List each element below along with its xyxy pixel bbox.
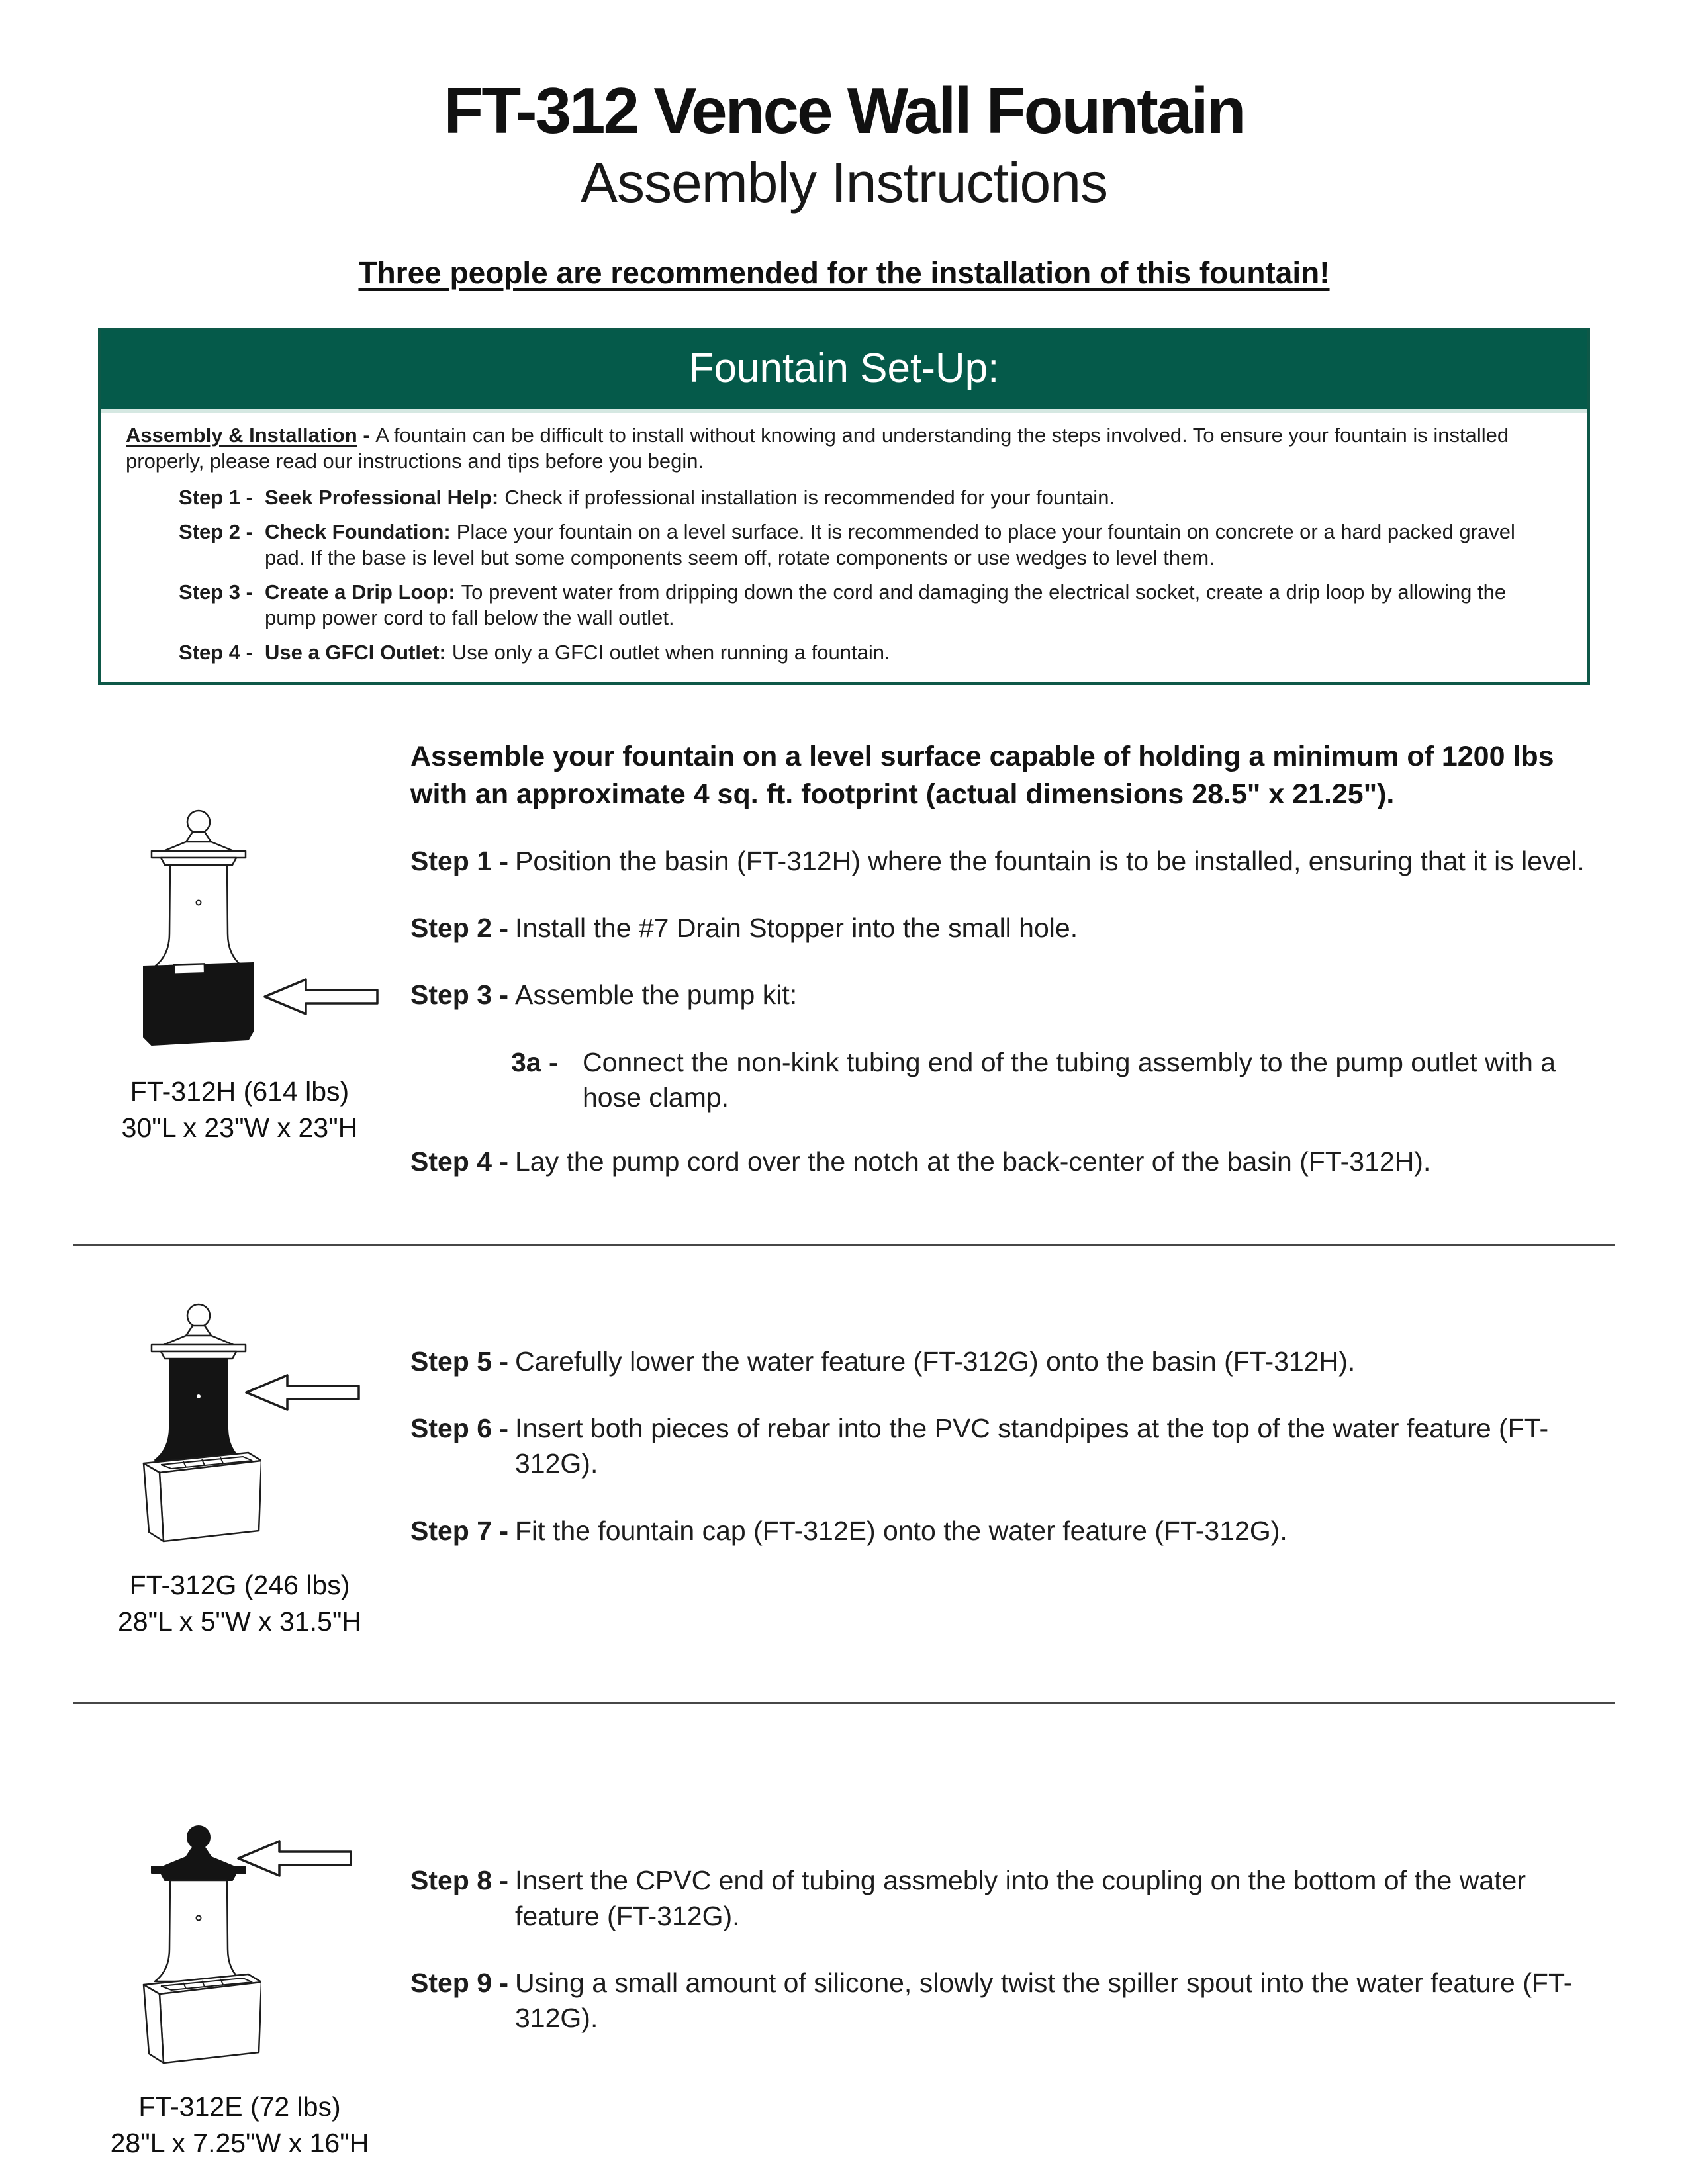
assembly-step-7 xyxy=(410,1514,1589,1549)
setup-step-3 xyxy=(179,579,1561,631)
arrow-left-icon xyxy=(263,978,380,1016)
fountain-figure-ft-312g xyxy=(86,1300,410,1555)
step-label: Step 5 - xyxy=(410,1345,509,1377)
setup-step-text: Check if professional installation is recommended for your fountain. xyxy=(504,486,1115,510)
step-text: Position the basin (FT-312H) where the fountain is to be installed, ensuring that it is level. xyxy=(515,845,1585,876)
step-label: Step 4 - xyxy=(410,1146,509,1177)
caption-dimensions: 28"L x 7.25"W x 16"H xyxy=(110,2128,369,2159)
setup-intro-text: A fountain can be difficult to install without knowing and understanding the steps involved. To ensure your fountain is installed properly, please read our instructions and tips before you begin. xyxy=(126,423,1509,473)
setup-step-label: Step 1 - xyxy=(179,486,253,510)
assembly-main xyxy=(86,738,1589,2161)
section-divider xyxy=(73,1702,1615,1704)
setup-step-body xyxy=(265,519,1561,570)
fountain-setup-box xyxy=(98,328,1590,685)
setup-intro-lead: Assembly & Installation xyxy=(126,423,357,447)
setup-step-label: Step 2 - xyxy=(179,520,253,544)
step-text: Insert the CPVC end of tubing assmebly into the coupling on the bottom of the water feature (FT-312G). xyxy=(515,1865,1526,1931)
assembly-step-5 xyxy=(410,1344,1589,1379)
caption-model: FT-312E (72 lbs) xyxy=(138,2091,341,2122)
step-text: Assemble the pump kit: xyxy=(515,979,798,1011)
caption-dimensions: 30"L x 23"W x 23"H xyxy=(121,1113,358,1144)
assembly-step-6 xyxy=(410,1411,1589,1482)
assembly-section-fountain-cap xyxy=(86,1822,1589,2161)
step-label: Step 1 - xyxy=(410,845,509,876)
setup-step-text: Place your fountain on a level surface. It is recommended to place your fountain on concrete or a hard packed gravel pad. If the base is level but some components seem off, rotate components or use wedges to level them. xyxy=(265,520,1515,570)
setup-step-lead: Seek Professional Help: xyxy=(265,486,499,510)
step-text: Fit the fountain cap (FT-312E) onto the water feature (FT-312G). xyxy=(515,1515,1288,1546)
setup-step-text: Use only a GFCI outlet when running a fountain. xyxy=(451,641,890,664)
figure-caption xyxy=(86,2089,393,2161)
figure-caption xyxy=(86,1567,393,1640)
people-recommendation-note: Three people are recommended for the installation of this fountain! xyxy=(358,255,1330,290)
assembly-section-water-feature xyxy=(86,1300,1589,1640)
assembly-step-9 xyxy=(410,1966,1589,2036)
step-label: Step 8 - xyxy=(410,1865,509,1896)
step-text: Install the #7 Drain Stopper into the small hole. xyxy=(515,913,1078,944)
step-text: Insert both pieces of rebar into the PVC standpipes at the top of the water feature (FT-312G). xyxy=(515,1412,1549,1479)
fountain-figure-ft-312e xyxy=(86,1822,410,2077)
figure-column xyxy=(86,1822,410,2161)
setup-steps-list xyxy=(126,484,1561,665)
fountain-figure-ft-312h xyxy=(86,807,410,1062)
setup-step-lead: Use a GFCI Outlet: xyxy=(265,641,446,664)
step-label: Step 3 - xyxy=(410,979,509,1011)
step-label: 3a - xyxy=(511,1046,558,1077)
figure-caption xyxy=(86,1073,393,1146)
fountain-ft-312h-illustration xyxy=(136,807,261,1058)
step-label: Step 2 - xyxy=(410,913,509,944)
steps-column xyxy=(410,1300,1589,1640)
caption-dimensions: 28"L x 5"W x 31.5"H xyxy=(117,1606,362,1637)
assembly-step-8 xyxy=(410,1863,1589,1934)
step-label: Step 7 - xyxy=(410,1515,509,1546)
step-label: Step 9 - xyxy=(410,1968,509,1999)
document-header xyxy=(0,0,1688,291)
page-title: FT-312 Vence Wall Fountain xyxy=(444,74,1244,147)
assembly-step-1 xyxy=(410,844,1589,879)
figure-column xyxy=(86,738,410,1211)
setup-step-4 xyxy=(179,639,1561,665)
setup-intro-paragraph xyxy=(126,422,1561,474)
setup-step-body xyxy=(265,484,1561,510)
caption-model: FT-312H (614 lbs) xyxy=(130,1076,350,1107)
setup-step-body xyxy=(265,579,1561,631)
setup-step-text: To prevent water from dripping down the cord and damaging the electrical socket, create a drip loop by allowing the pump power cord to fall below the wall outlet. xyxy=(265,580,1507,630)
section-divider xyxy=(73,1244,1615,1246)
setup-step-lead: Create a Drip Loop: xyxy=(265,580,455,604)
step-label: Step 6 - xyxy=(410,1412,509,1443)
setup-step-lead: Check Foundation: xyxy=(265,520,451,544)
setup-intro-separator: - xyxy=(357,423,376,447)
arrow-left-icon xyxy=(245,1373,361,1412)
setup-step-2 xyxy=(179,519,1561,570)
assembly-step-3 xyxy=(410,978,1589,1013)
setup-step-label: Step 3 - xyxy=(179,580,253,604)
steps-column xyxy=(410,1822,1589,2161)
setup-step-body xyxy=(265,639,1561,665)
steps-column xyxy=(410,738,1589,1211)
page-subtitle: Assembly Instructions xyxy=(581,151,1107,214)
assembly-step-3a xyxy=(511,1045,1589,1116)
assembly-step-2 xyxy=(410,911,1589,946)
assembly-section-basin xyxy=(86,738,1589,1211)
arrow-left-icon xyxy=(237,1839,353,1878)
step-text: Using a small amount of silicone, slowly twist the spiller spout into the water feature (FT-312G). xyxy=(515,1968,1573,2034)
setup-step-label: Step 4 - xyxy=(179,641,253,664)
fountain-setup-body xyxy=(101,413,1587,682)
fountain-ft-312g-illustration xyxy=(136,1300,261,1552)
caption-model: FT-312G (246 lbs) xyxy=(129,1569,350,1600)
step-text: Connect the non-kink tubing end of the tubing assembly to the pump outlet with a hose clamp. xyxy=(583,1046,1556,1113)
step-text: Lay the pump cord over the notch at the back-center of the basin (FT-312H). xyxy=(515,1146,1431,1177)
setup-step-1 xyxy=(179,484,1561,510)
fountain-setup-heading: Fountain Set-Up: xyxy=(101,330,1587,413)
figure-column xyxy=(86,1300,410,1640)
step-text: Carefully lower the water feature (FT-312G) onto the basin (FT-312H). xyxy=(515,1345,1356,1377)
assembly-intro-paragraph: Assemble your fountain on a level surface capable of holding a minimum of 1200 lbs with an approximate 4 sq. ft. footprint (actual dimensions 28.5" x 21.25"). xyxy=(410,741,1554,811)
assembly-step-4 xyxy=(410,1144,1589,1179)
